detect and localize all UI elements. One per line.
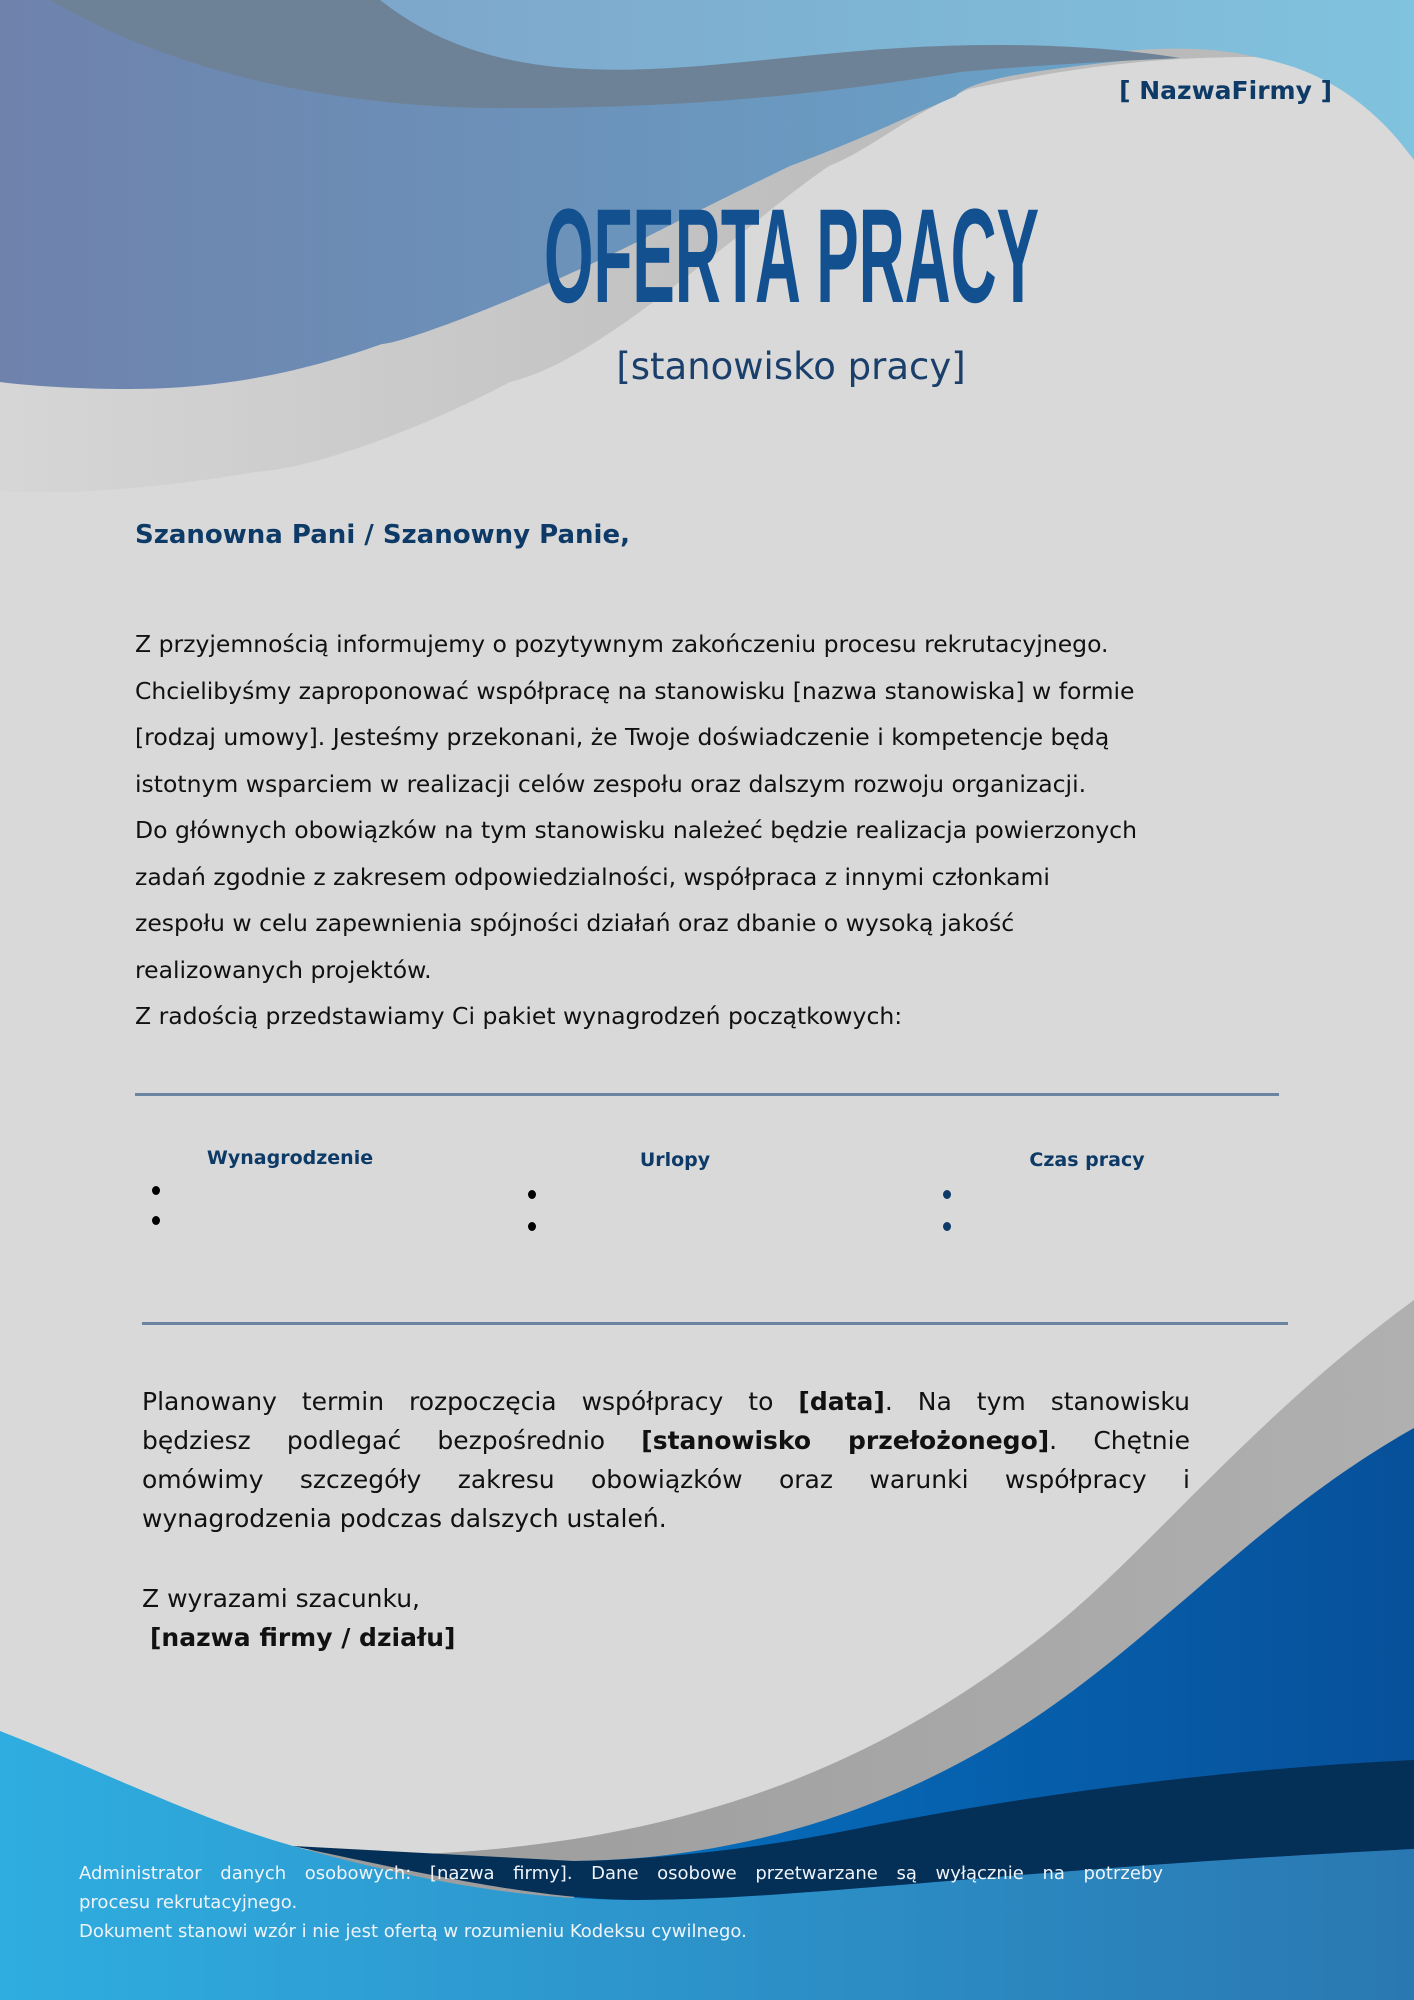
bullet-point [152, 1186, 160, 1195]
regards: Z wyrazami szacunku, [142, 1584, 421, 1613]
bullet-point [528, 1222, 536, 1231]
closing-line: omówimy szczegóły zakresu obowiązków oraz warunki współpracy i [142, 1465, 1190, 1494]
body-line: Z radością przedstawiamy Ci pakiet wynagrodzeń początkowych: [135, 1002, 903, 1030]
body-line: Z przyjemnością informujemy o pozytywnym zakończeniu procesu rekrutacyjnego. [135, 630, 1109, 658]
closing-text: Planowany termin rozpoczęcia współpracy to [142, 1387, 799, 1416]
company-name: [ NazwaFirmy ] [1119, 76, 1332, 105]
divider-bottom [142, 1322, 1288, 1325]
body-line: zespołu w celu zapewnienia spójności działań oraz dbanie o wysoką jakość [135, 909, 1015, 937]
supervisor-placeholder: [stanowisko przełożonego] [641, 1426, 1050, 1455]
bullet-point [943, 1222, 951, 1231]
closing-line [142, 1382, 1190, 1421]
closing-text: . Na tym stanowisku [884, 1387, 1190, 1416]
start-date-placeholder: [data] [798, 1387, 885, 1416]
closing-text: . Chętnie [1049, 1426, 1190, 1455]
closing-line [142, 1421, 1190, 1460]
footer-disclaimer [79, 1859, 1163, 1946]
closing-paragraph [142, 1382, 1190, 1538]
body-line: Chcielibyśmy zaproponować współpracę na stanowisku [nazwa stanowiska] w formie [135, 676, 1135, 705]
letter-body [135, 621, 1137, 1040]
benefit-heading-working-hours: Czas pracy [1029, 1149, 1145, 1171]
greeting: Szanowna Pani / Szanowny Panie, [135, 520, 630, 550]
benefit-heading-salary: Wynagrodzenie [206, 1147, 374, 1169]
body-line: realizowanych projektów. [135, 955, 432, 984]
divider-top [135, 1093, 1279, 1096]
body-line: Do głównych obowiązków na tym stanowisku należeć będzie realizacja powierzonych [135, 816, 1137, 844]
signoff [142, 1579, 455, 1657]
signature: [nazwa firmy / działu] [150, 1623, 456, 1652]
footer-line: Administrator danych osobowych: [nazwa firmy]. Dane osobowe przetwarzane są wyłącznie na potrzeby [79, 1863, 1163, 1884]
footer-line: procesu rekrutacyjnego. [79, 1892, 298, 1913]
footer-line: Dokument stanowi wzór i nie jest ofertą w rozumieniu Kodeksu cywilnego. [79, 1921, 747, 1942]
closing-line: wynagrodzenia podczas dalszych ustaleń. [142, 1504, 667, 1533]
job-position-subtitle: [stanowisko pracy] [616, 345, 966, 388]
bullet-point [528, 1190, 536, 1199]
body-line: istotnym wsparciem w realizacji celów zespołu oraz dalszym rozwoju organizacji. [135, 769, 1087, 798]
bullet-point [943, 1190, 951, 1199]
bullet-point [152, 1216, 160, 1225]
closing-text: będziesz podlegać bezpośrednio [142, 1426, 642, 1455]
page-title: OFERTA PRACY [544, 182, 1040, 331]
benefit-heading-leave: Urlopy [639, 1149, 711, 1171]
body-line: [rodzaj umowy]. Jesteśmy przekonani, że Twoje doświadczenie i kompetencje będą [135, 723, 1110, 751]
body-line: zadań zgodnie z zakresem odpowiedzialności, współpraca z innymi członkami [135, 862, 1050, 891]
